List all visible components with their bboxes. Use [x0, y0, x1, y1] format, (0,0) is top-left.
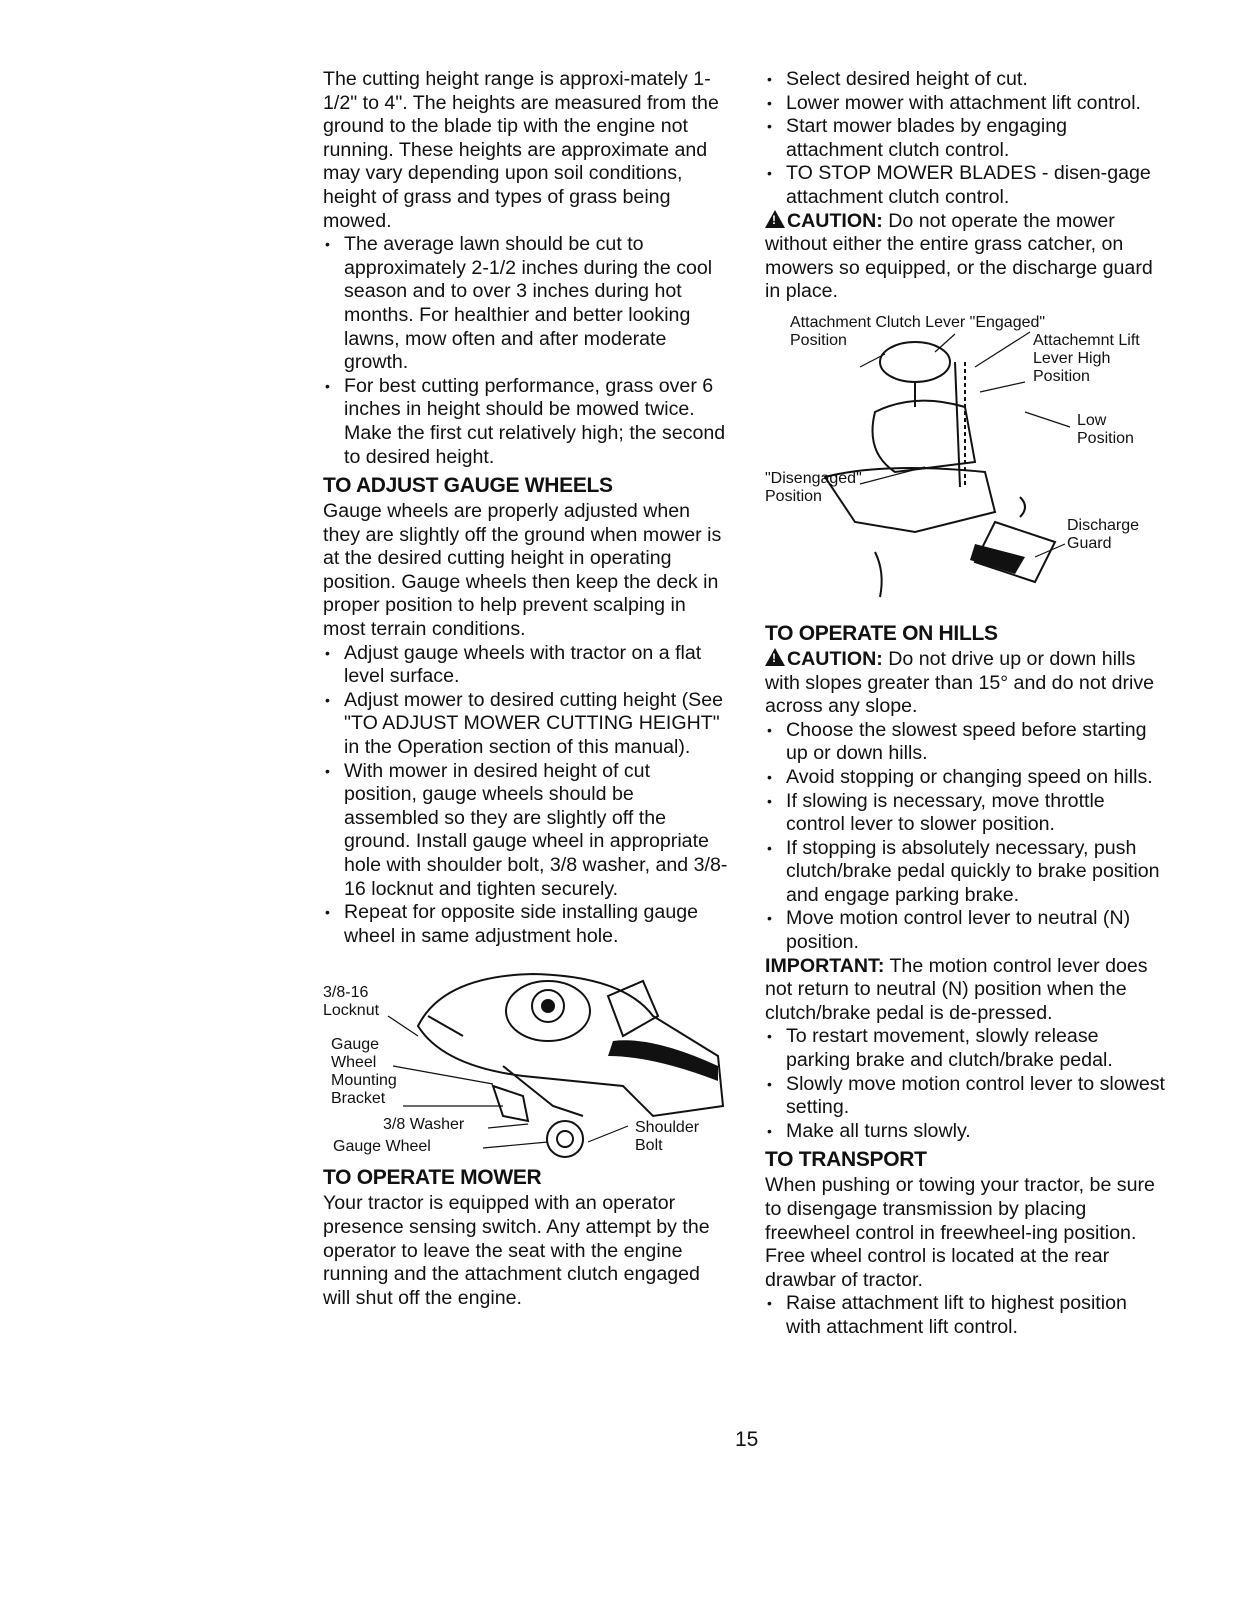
list-item: • Slowly move motion control lever to slowest setting.: [765, 1073, 1165, 1120]
caution-hills: [765, 648, 1165, 719]
list-item: • Lower mower with attachment lift control.: [765, 92, 1165, 116]
right-column: [765, 68, 1165, 1340]
gauge-bullet-list: [323, 642, 728, 949]
disengaged-position-label: "Disengaged" Position: [765, 469, 862, 505]
locknut-label: 3/8-16 Locknut: [323, 984, 380, 1020]
caution-label: CAUTION:: [787, 209, 883, 232]
washer-label: 3/8 Washer: [383, 1116, 465, 1134]
warning-icon: [765, 210, 785, 228]
list-item: • TO STOP MOWER BLADES - disen-gage attachment clutch control.: [765, 162, 1165, 209]
list-item: • To restart movement, slowly release parking brake and clutch/brake pedal.: [765, 1025, 1165, 1072]
list-item: • Adjust gauge wheels with tractor on a flat level surface.: [323, 642, 728, 689]
list-item: • Choose the slowest speed before starting up or down hills.: [765, 719, 1165, 766]
hills-bullet-list: [765, 719, 1165, 955]
list-item: • Make all turns slowly.: [765, 1120, 1165, 1144]
intro-bullet-list: [323, 233, 728, 469]
low-position-label: Low Position: [1077, 411, 1134, 447]
list-item: • Start mower blades by engaging attachment clutch control.: [765, 115, 1165, 162]
operate-mower-text: Your tractor is equipped with an operator presence sensing switch. Any attempt by the operator to leave the seat with the engine running and the attachment clutch engaged will shut off the engine.: [323, 1192, 710, 1309]
shoulder-bolt-label: Shoulder Bolt: [635, 1119, 700, 1155]
gauge-wheel-label: Gauge Wheel: [333, 1138, 431, 1156]
mounting-bracket-label: Gauge Wheel Mounting Bracket: [331, 1036, 397, 1108]
list-item: • For best cutting performance, grass over 6 inches in height should be mowed twice. Make the first cut relatively high; the second to desired height.: [323, 375, 728, 469]
transport-bullet-list: [765, 1292, 1165, 1339]
list-item: • Select desired height of cut.: [765, 68, 1165, 92]
list-item: • Avoid stopping or changing speed on hills.: [765, 766, 1165, 790]
hills-heading: TO OPERATE ON HILLS: [765, 621, 998, 645]
list-item: • Move motion control lever to neutral (N) position.: [765, 907, 1165, 954]
cutting-height-intro: The cutting height range is approxi-mately 1-1/2" to 4". The heights are measured from the ground to the blade tip with the engine not running. These heights are approximate and may vary depending upon soil conditions, height of grass and types of grass being mowed.: [323, 68, 719, 232]
important-bullet-list: [765, 1025, 1165, 1143]
gauge-wheels-text: Gauge wheels are properly adjusted when they are slightly off the ground when mower is at the desired cutting height in operating position. Gauge wheels then keep the deck in proper position to help prevent scalping in most terrain conditions.: [323, 500, 722, 641]
gauge-wheels-heading: TO ADJUST GAUGE WHEELS: [323, 474, 613, 498]
list-item: • If stopping is absolutely necessary, push clutch/brake pedal quickly to brake position and engage parking brake.: [765, 837, 1165, 908]
important-note: [765, 955, 1165, 1026]
list-item: • With mower in desired height of cut position, gauge wheels should be assembled so they are slightly off the ground. Install gauge wheel in appropriate hole with shoulder bolt, 3/8 washer, and 3/8-16 locknut and tighten securely.: [323, 760, 728, 902]
warning-icon: [765, 648, 785, 666]
transport-text: When pushing or towing your tractor, be sure to disengage transmission by placing freewheel control in freewheel-ing position. Free wheel control is located at the rear drawbar of tractor.: [765, 1174, 1155, 1291]
caution-text: Do not operate the mower without either the entire grass catcher, on mowers so equipped, or the discharge guard in place.: [765, 209, 1153, 303]
important-text: The motion control lever does not return to neutral (N) position when the clutch/brake pedal is de-pressed.: [765, 954, 1148, 1024]
important-label: IMPORTANT:: [765, 954, 885, 977]
list-item: • Repeat for opposite side installing gauge wheel in same adjustment hole.: [323, 901, 728, 948]
caution-label: CAUTION:: [787, 647, 883, 670]
caution-text: Do not drive up or down hills with slopes greater than 15° and do not drive across any slope.: [765, 647, 1155, 718]
lift-lever-high-label: Attachemnt Lift Lever High Position: [1033, 331, 1140, 385]
engaged-position-label: Attachment Clutch Lever "Engaged" Position: [790, 313, 1046, 349]
list-item: • Adjust mower to desired cutting height (See "TO ADJUST MOWER CUTTING HEIGHT" in the Operation section of this manual).: [323, 689, 728, 760]
gauge-wheel-figure: [323, 956, 728, 1161]
transport-heading: TO TRANSPORT: [765, 1148, 927, 1172]
operate-bullet-list: [765, 68, 1165, 210]
list-item: • Raise attachment lift to highest position with attachment lift control.: [765, 1292, 1165, 1339]
clutch-lever-figure: [765, 312, 1165, 617]
page-number: 15: [735, 1428, 759, 1451]
left-column: [323, 68, 728, 1310]
operate-mower-heading: TO OPERATE MOWER: [323, 1166, 542, 1190]
list-item: • If slowing is necessary, move throttle control lever to slower position.: [765, 790, 1165, 837]
caution-discharge: [765, 210, 1165, 304]
discharge-guard-label: Discharge Guard: [1067, 516, 1140, 552]
list-item: • The average lawn should be cut to approximately 2-1/2 inches during the cool season and to over 3 inches during hot months. For healthier and better looking lawns, mow often and after moderate growth.: [323, 233, 728, 375]
